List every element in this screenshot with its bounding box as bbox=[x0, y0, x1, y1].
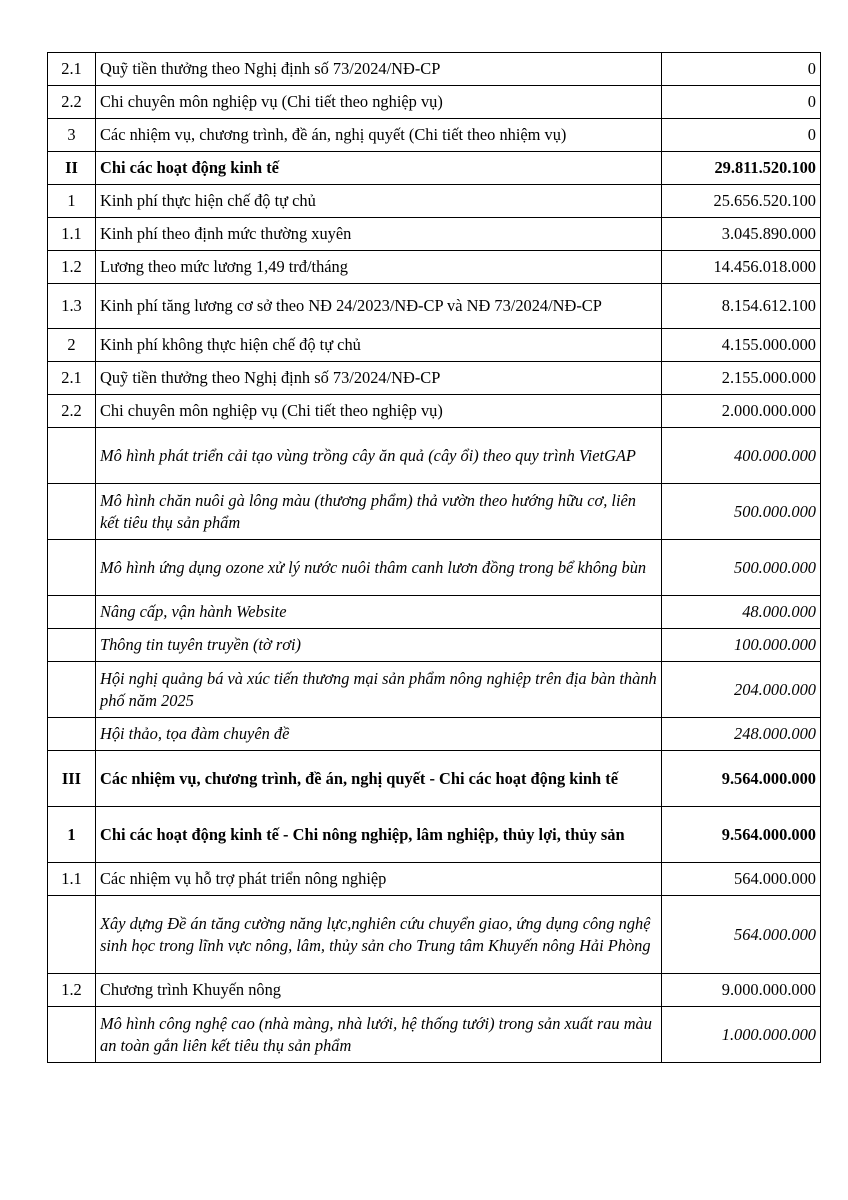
table-row bbox=[48, 863, 821, 896]
table-row bbox=[48, 251, 821, 284]
row-description: Chi các hoạt động kinh tế - Chi nông nghiệp, lâm nghiệp, thủy lợi, thủy sản bbox=[96, 807, 662, 863]
row-description: Nâng cấp, vận hành Website bbox=[96, 596, 662, 629]
row-description: Các nhiệm vụ hỗ trợ phát triển nông nghiệp bbox=[96, 863, 662, 896]
table-row bbox=[48, 596, 821, 629]
row-description: Kinh phí tăng lương cơ sở theo NĐ 24/2023/NĐ-CP và NĐ 73/2024/NĐ-CP bbox=[96, 284, 662, 329]
row-description: Lương theo mức lương 1,49 trđ/tháng bbox=[96, 251, 662, 284]
row-amount: 500.000.000 bbox=[662, 484, 821, 540]
row-description: Kinh phí thực hiện chế độ tự chủ bbox=[96, 185, 662, 218]
row-number bbox=[48, 718, 96, 751]
row-amount: 8.154.612.100 bbox=[662, 284, 821, 329]
table-row bbox=[48, 185, 821, 218]
row-number: 2.2 bbox=[48, 395, 96, 428]
budget-table bbox=[47, 52, 821, 1063]
row-description: Chi chuyên môn nghiệp vụ (Chi tiết theo nghiệp vụ) bbox=[96, 395, 662, 428]
row-amount: 564.000.000 bbox=[662, 863, 821, 896]
row-amount: 248.000.000 bbox=[662, 718, 821, 751]
row-amount: 4.155.000.000 bbox=[662, 329, 821, 362]
row-description: Kinh phí không thực hiện chế độ tự chủ bbox=[96, 329, 662, 362]
table-row bbox=[48, 218, 821, 251]
row-description: Mô hình công nghệ cao (nhà màng, nhà lưới, hệ thống tưới) trong sản xuất rau màu an toàn gắn liên kết tiêu thụ sản phẩm bbox=[96, 1007, 662, 1063]
row-amount: 48.000.000 bbox=[662, 596, 821, 629]
row-description: Các nhiệm vụ, chương trình, đề án, nghị quyết - Chi các hoạt động kinh tế bbox=[96, 751, 662, 807]
row-description: Các nhiệm vụ, chương trình, đề án, nghị quyết (Chi tiết theo nhiệm vụ) bbox=[96, 119, 662, 152]
row-amount: 25.656.520.100 bbox=[662, 185, 821, 218]
row-number: II bbox=[48, 152, 96, 185]
row-amount: 204.000.000 bbox=[662, 662, 821, 718]
row-amount: 9.000.000.000 bbox=[662, 974, 821, 1007]
row-number bbox=[48, 540, 96, 596]
row-description: Hội nghị quảng bá và xúc tiến thương mại sản phẩm nông nghiệp trên địa bàn thành phố năm 2025 bbox=[96, 662, 662, 718]
row-number: 1 bbox=[48, 807, 96, 863]
row-description: Kinh phí theo định mức thường xuyên bbox=[96, 218, 662, 251]
table-row bbox=[48, 629, 821, 662]
row-number: 2.1 bbox=[48, 53, 96, 86]
row-description: Mô hình ứng dụng ozone xử lý nước nuôi thâm canh lươn đồng trong bể không bùn bbox=[96, 540, 662, 596]
row-description: Xây dựng Đề án tăng cường năng lực,nghiên cứu chuyển giao, ứng dụng công nghệ sinh học trong lĩnh vực nông, lâm, thủy sản cho Trung tâm Khuyến nông Hải Phòng bbox=[96, 896, 662, 974]
row-number bbox=[48, 596, 96, 629]
row-number bbox=[48, 484, 96, 540]
row-number bbox=[48, 629, 96, 662]
row-number: III bbox=[48, 751, 96, 807]
row-description: Quỹ tiền thưởng theo Nghị định số 73/2024/NĐ-CP bbox=[96, 53, 662, 86]
row-amount: 29.811.520.100 bbox=[662, 152, 821, 185]
row-number: 2 bbox=[48, 329, 96, 362]
row-amount: 14.456.018.000 bbox=[662, 251, 821, 284]
row-number: 1.2 bbox=[48, 251, 96, 284]
budget-table-body bbox=[48, 53, 821, 1063]
row-description: Chi các hoạt động kinh tế bbox=[96, 152, 662, 185]
row-amount: 500.000.000 bbox=[662, 540, 821, 596]
table-row bbox=[48, 53, 821, 86]
row-number: 1.1 bbox=[48, 863, 96, 896]
row-description: Hội thảo, tọa đàm chuyên đề bbox=[96, 718, 662, 751]
table-row bbox=[48, 362, 821, 395]
row-description: Thông tin tuyên truyền (tờ rơi) bbox=[96, 629, 662, 662]
row-number bbox=[48, 428, 96, 484]
row-amount: 400.000.000 bbox=[662, 428, 821, 484]
row-number: 1.3 bbox=[48, 284, 96, 329]
table-row bbox=[48, 428, 821, 484]
row-amount: 564.000.000 bbox=[662, 896, 821, 974]
table-row bbox=[48, 119, 821, 152]
table-row bbox=[48, 152, 821, 185]
row-amount: 0 bbox=[662, 86, 821, 119]
row-description: Quỹ tiền thưởng theo Nghị định số 73/2024/NĐ-CP bbox=[96, 362, 662, 395]
row-amount: 2.000.000.000 bbox=[662, 395, 821, 428]
table-row bbox=[48, 1007, 821, 1063]
table-row bbox=[48, 484, 821, 540]
row-number bbox=[48, 1007, 96, 1063]
row-number: 2.1 bbox=[48, 362, 96, 395]
row-number: 2.2 bbox=[48, 86, 96, 119]
row-number bbox=[48, 896, 96, 974]
row-amount: 9.564.000.000 bbox=[662, 751, 821, 807]
table-row bbox=[48, 395, 821, 428]
row-number: 1.1 bbox=[48, 218, 96, 251]
row-amount: 0 bbox=[662, 53, 821, 86]
table-row bbox=[48, 896, 821, 974]
row-amount: 1.000.000.000 bbox=[662, 1007, 821, 1063]
table-row bbox=[48, 718, 821, 751]
table-row bbox=[48, 284, 821, 329]
table-row bbox=[48, 86, 821, 119]
table-row bbox=[48, 974, 821, 1007]
table-row bbox=[48, 751, 821, 807]
row-amount: 0 bbox=[662, 119, 821, 152]
row-number: 3 bbox=[48, 119, 96, 152]
table-row bbox=[48, 662, 821, 718]
row-amount: 100.000.000 bbox=[662, 629, 821, 662]
table-row bbox=[48, 329, 821, 362]
row-description: Chi chuyên môn nghiệp vụ (Chi tiết theo nghiệp vụ) bbox=[96, 86, 662, 119]
row-number: 1.2 bbox=[48, 974, 96, 1007]
row-description: Mô hình phát triển cải tạo vùng trồng cây ăn quả (cây ổi) theo quy trình VietGAP bbox=[96, 428, 662, 484]
row-amount: 2.155.000.000 bbox=[662, 362, 821, 395]
row-description: Mô hình chăn nuôi gà lông màu (thương phẩm) thả vườn theo hướng hữu cơ, liên kết tiêu thụ sản phẩm bbox=[96, 484, 662, 540]
table-row bbox=[48, 540, 821, 596]
row-amount: 3.045.890.000 bbox=[662, 218, 821, 251]
row-amount: 9.564.000.000 bbox=[662, 807, 821, 863]
row-description: Chương trình Khuyến nông bbox=[96, 974, 662, 1007]
table-row bbox=[48, 807, 821, 863]
row-number bbox=[48, 662, 96, 718]
row-number: 1 bbox=[48, 185, 96, 218]
